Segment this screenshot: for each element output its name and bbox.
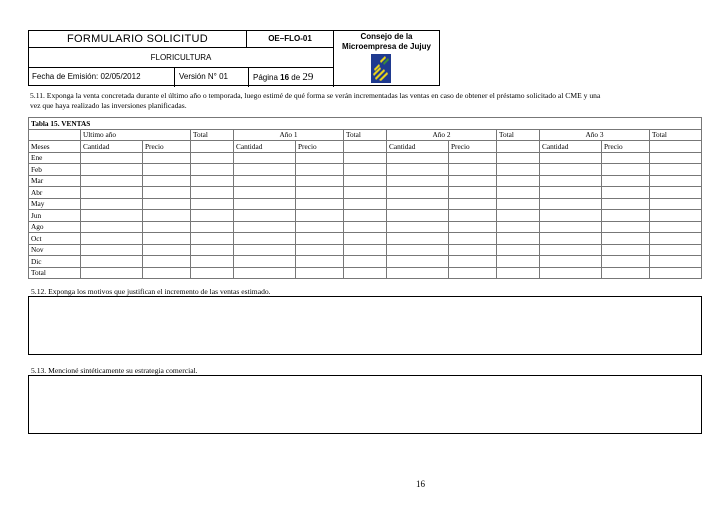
table-cell[interactable] xyxy=(234,152,296,164)
table-cell[interactable] xyxy=(449,210,497,222)
table-cell[interactable] xyxy=(602,233,650,245)
table-cell[interactable] xyxy=(650,233,702,245)
table-cell[interactable] xyxy=(387,175,449,187)
table-row xyxy=(29,244,702,256)
table-row xyxy=(29,233,702,245)
table-cell[interactable] xyxy=(296,244,344,256)
total-header: Total xyxy=(344,129,387,141)
table-cell[interactable] xyxy=(449,267,497,279)
month-label: May xyxy=(29,198,81,210)
table-cell[interactable] xyxy=(497,244,540,256)
table-cell[interactable] xyxy=(449,221,497,233)
question-5-13: 5.13. Mencioné sintéticamente su estrategia comercial. xyxy=(31,366,198,375)
table-cell[interactable] xyxy=(602,187,650,199)
table-cell[interactable] xyxy=(540,210,602,222)
table-cell[interactable] xyxy=(296,152,344,164)
table-row xyxy=(29,221,702,233)
form-section: FLORICULTURA xyxy=(29,48,334,68)
table-cell[interactable] xyxy=(497,233,540,245)
precio-header: Precio xyxy=(602,141,650,153)
table-cell[interactable] xyxy=(602,198,650,210)
cantidad-header: Cantidad xyxy=(540,141,602,153)
table-cell[interactable] xyxy=(387,187,449,199)
table-cell[interactable] xyxy=(191,187,234,199)
table-cell[interactable] xyxy=(234,175,296,187)
org-name-line2: Microempresa de Jujuy xyxy=(342,42,431,51)
table-cell[interactable] xyxy=(650,187,702,199)
table-cell[interactable] xyxy=(143,267,191,279)
period-ultimo-ano: Ultimo año xyxy=(81,129,191,141)
table-cell[interactable] xyxy=(540,233,602,245)
table-cell[interactable] xyxy=(296,256,344,268)
table-cell[interactable] xyxy=(296,267,344,279)
table-row xyxy=(29,256,702,268)
empty-cell xyxy=(650,141,702,153)
month-label: Nov xyxy=(29,244,81,256)
table-cell[interactable] xyxy=(191,198,234,210)
table-cell[interactable] xyxy=(191,152,234,164)
ventas-period-row xyxy=(29,129,702,141)
table-cell[interactable] xyxy=(602,152,650,164)
table-cell[interactable] xyxy=(540,187,602,199)
table-cell[interactable] xyxy=(234,164,296,176)
table-cell[interactable] xyxy=(296,198,344,210)
table-cell[interactable] xyxy=(344,233,387,245)
table-cell[interactable] xyxy=(540,244,602,256)
answer-box-5-13[interactable] xyxy=(28,375,702,434)
table-cell[interactable] xyxy=(449,164,497,176)
table-cell[interactable] xyxy=(143,187,191,199)
table-cell[interactable] xyxy=(81,198,143,210)
table-cell[interactable] xyxy=(143,152,191,164)
table-cell[interactable] xyxy=(387,164,449,176)
table-cell[interactable] xyxy=(497,187,540,199)
month-label: Feb xyxy=(29,164,81,176)
table-cell[interactable] xyxy=(81,175,143,187)
table-cell[interactable] xyxy=(387,210,449,222)
table-cell[interactable] xyxy=(387,256,449,268)
table-row xyxy=(29,175,702,187)
table-cell[interactable] xyxy=(449,175,497,187)
table-cell[interactable] xyxy=(497,267,540,279)
table-cell[interactable] xyxy=(650,198,702,210)
table-cell[interactable] xyxy=(234,221,296,233)
table-cell[interactable] xyxy=(497,256,540,268)
table-cell[interactable] xyxy=(497,152,540,164)
table-cell[interactable] xyxy=(191,175,234,187)
table-cell[interactable] xyxy=(344,210,387,222)
table-cell[interactable] xyxy=(296,187,344,199)
table-cell[interactable] xyxy=(540,267,602,279)
table-cell[interactable] xyxy=(81,152,143,164)
table-cell[interactable] xyxy=(650,152,702,164)
question-5-12: 5.12. Exponga los motivos que justifican el incremento de las ventas estimado. xyxy=(31,287,271,296)
table-cell[interactable] xyxy=(602,267,650,279)
page-total: 29 xyxy=(302,71,314,83)
table-row xyxy=(29,267,702,279)
empty-cell xyxy=(344,141,387,153)
month-label: Total xyxy=(29,267,81,279)
table-row xyxy=(29,187,702,199)
table-cell[interactable] xyxy=(449,256,497,268)
table-cell[interactable] xyxy=(296,233,344,245)
month-label: Jun xyxy=(29,210,81,222)
question-5-11-line1: 5.11. Exponga la venta concretada durante el último año o temporada, luego estimé de qué forma se verán incrementadas las ventas en caso de obtener el préstamo solicitado al CME y una xyxy=(30,91,601,100)
table-cell[interactable] xyxy=(540,175,602,187)
table-cell[interactable] xyxy=(234,210,296,222)
table-cell[interactable] xyxy=(296,175,344,187)
table-cell[interactable] xyxy=(143,221,191,233)
table-cell[interactable] xyxy=(497,221,540,233)
table-cell[interactable] xyxy=(143,175,191,187)
table-cell[interactable] xyxy=(191,267,234,279)
emission-date: Fecha de Emisión: 02/05/2012 xyxy=(29,68,175,87)
table-cell[interactable] xyxy=(81,187,143,199)
table-cell[interactable] xyxy=(81,233,143,245)
table-cell[interactable] xyxy=(234,198,296,210)
month-label: Dic xyxy=(29,256,81,268)
cme-logo-icon xyxy=(371,54,391,83)
table-cell[interactable] xyxy=(234,244,296,256)
table-cell[interactable] xyxy=(81,244,143,256)
precio-header: Precio xyxy=(296,141,344,153)
table-row xyxy=(29,210,702,222)
ventas-subheader-row xyxy=(29,141,702,153)
table-cell[interactable] xyxy=(449,233,497,245)
table-cell[interactable] xyxy=(449,187,497,199)
table-cell[interactable] xyxy=(650,244,702,256)
org-name-line1: Consejo de la xyxy=(360,32,413,41)
empty-cell xyxy=(191,141,234,153)
table-cell[interactable] xyxy=(344,152,387,164)
table-cell[interactable] xyxy=(191,256,234,268)
table-cell[interactable] xyxy=(497,164,540,176)
empty-cell xyxy=(29,129,81,141)
table-cell[interactable] xyxy=(387,233,449,245)
table-row xyxy=(29,198,702,210)
ventas-table-title: Tabla 15. VENTAS xyxy=(29,118,702,130)
table-cell[interactable] xyxy=(650,221,702,233)
table-cell[interactable] xyxy=(344,221,387,233)
table-cell[interactable] xyxy=(540,198,602,210)
table-cell[interactable] xyxy=(234,187,296,199)
table-cell[interactable] xyxy=(650,164,702,176)
table-cell[interactable] xyxy=(602,164,650,176)
form-code: OE–FLO-01 xyxy=(247,31,334,48)
table-cell[interactable] xyxy=(602,175,650,187)
page-number: 16 xyxy=(416,479,425,489)
month-label: Ene xyxy=(29,152,81,164)
table-cell[interactable] xyxy=(191,210,234,222)
table-cell[interactable] xyxy=(143,164,191,176)
page-current: 16 xyxy=(280,73,290,82)
table-cell[interactable] xyxy=(540,164,602,176)
table-cell[interactable] xyxy=(449,244,497,256)
ventas-table xyxy=(28,117,702,279)
table-cell[interactable] xyxy=(650,267,702,279)
table-cell[interactable] xyxy=(387,267,449,279)
period-ano-2: Año 2 xyxy=(387,129,497,141)
table-row xyxy=(29,164,702,176)
total-header: Total xyxy=(650,129,702,141)
form-title: FORMULARIO SOLICITUD xyxy=(29,31,247,48)
period-ano-3: Año 3 xyxy=(540,129,650,141)
table-row xyxy=(29,152,702,164)
table-cell[interactable] xyxy=(81,164,143,176)
table-cell[interactable] xyxy=(497,210,540,222)
month-label: Mar xyxy=(29,175,81,187)
table-cell[interactable] xyxy=(540,152,602,164)
table-cell[interactable] xyxy=(191,244,234,256)
table-cell[interactable] xyxy=(650,175,702,187)
page-mid: de xyxy=(289,73,303,82)
table-cell[interactable] xyxy=(344,256,387,268)
table-cell[interactable] xyxy=(387,221,449,233)
table-cell[interactable] xyxy=(344,198,387,210)
table-cell[interactable] xyxy=(191,221,234,233)
table-cell[interactable] xyxy=(296,164,344,176)
table-cell[interactable] xyxy=(602,256,650,268)
empty-cell xyxy=(497,141,540,153)
meses-header: Meses xyxy=(29,141,81,153)
table-cell[interactable] xyxy=(191,233,234,245)
month-label: Ago xyxy=(29,221,81,233)
cantidad-header: Cantidad xyxy=(387,141,449,153)
period-ano-1: Año 1 xyxy=(234,129,344,141)
table-cell[interactable] xyxy=(296,221,344,233)
page-prefix: Página xyxy=(253,73,281,82)
table-cell[interactable] xyxy=(387,244,449,256)
version-number: Versión N° 01 xyxy=(175,68,249,87)
table-cell[interactable] xyxy=(344,175,387,187)
month-label: Oct xyxy=(29,233,81,245)
table-cell[interactable] xyxy=(296,210,344,222)
table-cell[interactable] xyxy=(449,198,497,210)
table-cell[interactable] xyxy=(497,198,540,210)
table-cell[interactable] xyxy=(344,267,387,279)
table-cell[interactable] xyxy=(650,256,702,268)
table-cell[interactable] xyxy=(540,256,602,268)
table-cell[interactable] xyxy=(81,267,143,279)
month-label: Abr xyxy=(29,187,81,199)
total-header: Total xyxy=(497,129,540,141)
page-indicator xyxy=(249,68,334,87)
table-cell[interactable] xyxy=(344,244,387,256)
table-cell[interactable] xyxy=(387,152,449,164)
table-cell[interactable] xyxy=(81,221,143,233)
table-cell[interactable] xyxy=(650,210,702,222)
table-cell[interactable] xyxy=(234,233,296,245)
table-cell[interactable] xyxy=(602,221,650,233)
table-cell[interactable] xyxy=(81,210,143,222)
answer-box-5-12[interactable] xyxy=(28,296,702,355)
table-cell[interactable] xyxy=(143,244,191,256)
table-cell[interactable] xyxy=(234,256,296,268)
precio-header: Precio xyxy=(449,141,497,153)
table-cell[interactable] xyxy=(143,198,191,210)
table-cell[interactable] xyxy=(602,210,650,222)
table-cell[interactable] xyxy=(602,244,650,256)
table-cell[interactable] xyxy=(497,175,540,187)
table-cell[interactable] xyxy=(81,256,143,268)
table-cell[interactable] xyxy=(449,152,497,164)
question-5-11 xyxy=(30,91,710,110)
table-cell[interactable] xyxy=(143,233,191,245)
table-cell[interactable] xyxy=(540,221,602,233)
table-cell[interactable] xyxy=(191,164,234,176)
cantidad-header: Cantidad xyxy=(81,141,143,153)
precio-header: Precio xyxy=(143,141,191,153)
table-cell[interactable] xyxy=(387,198,449,210)
table-cell[interactable] xyxy=(344,187,387,199)
total-header: Total xyxy=(191,129,234,141)
table-cell[interactable] xyxy=(143,210,191,222)
table-cell[interactable] xyxy=(344,164,387,176)
cantidad-header: Cantidad xyxy=(234,141,296,153)
table-cell[interactable] xyxy=(143,256,191,268)
table-cell[interactable] xyxy=(234,267,296,279)
question-5-11-line2: vez que haya realizado las inversiones planificadas. xyxy=(30,100,187,110)
